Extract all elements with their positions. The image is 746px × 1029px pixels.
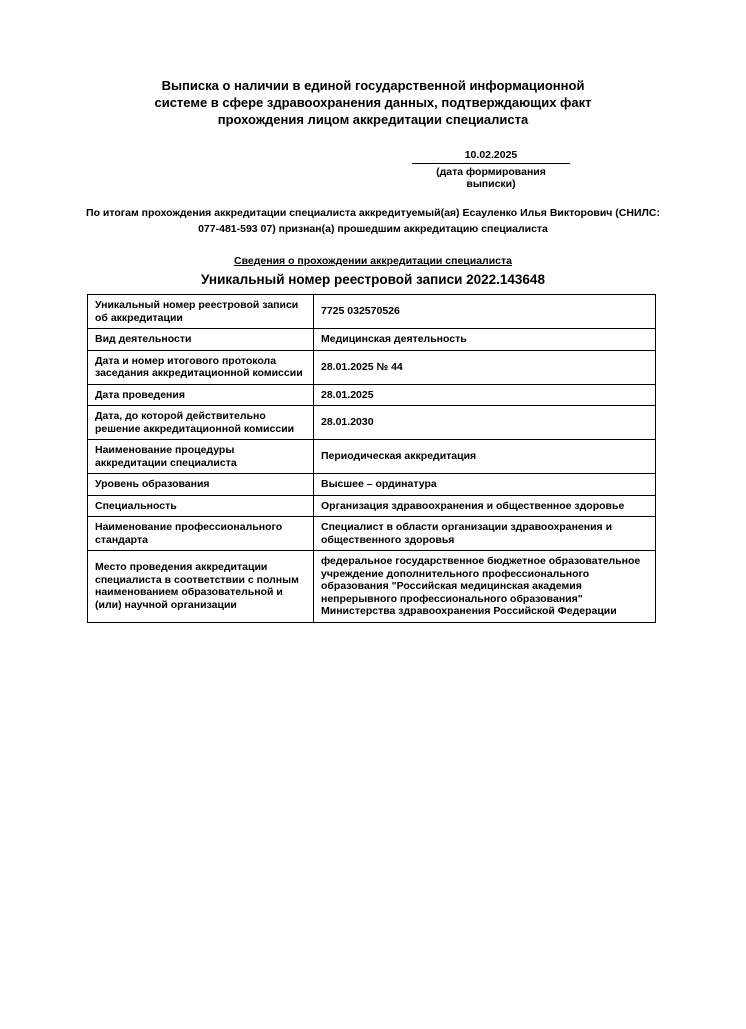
- table-row: [88, 551, 656, 623]
- row-value: 28.01.2025 № 44: [314, 350, 656, 384]
- table-row: [88, 384, 656, 406]
- row-label: Специальность: [88, 495, 314, 517]
- table-row: [88, 517, 656, 551]
- intro-paragraph: По итогам прохождения аккредитации специалиста аккредитуемый(ая) Есауленко Илья Викторович (СНИЛС: 077-481-593 07) признан(а) прошедшим аккредитацию специалиста: [86, 207, 660, 235]
- row-value: федеральное государственное бюджетное образовательное учреждение дополнительного профессионального образования "Российская медицинская академия непрерывного профессионального образования" Министерства здравоохранения Российской Федерации: [314, 551, 656, 623]
- accreditation-table: [87, 294, 656, 623]
- row-label: Дата проведения: [88, 384, 314, 406]
- page-title: [0, 77, 746, 128]
- table-row: [88, 329, 656, 351]
- table-row: [88, 406, 656, 440]
- row-label: Место проведения аккредитации специалиста в соответствии с полным наименованием образовательной и (или) научной организации: [88, 551, 314, 623]
- table-row: [88, 474, 656, 496]
- row-label: Дата, до которой действительно решение аккредитационной комиссии: [88, 406, 314, 440]
- registry-number-heading: Уникальный номер реестровой записи 2022.143648: [201, 272, 545, 287]
- section-header: Сведения о прохождении аккредитации специалиста: [234, 255, 512, 267]
- row-label: Вид деятельности: [88, 329, 314, 351]
- page-title-line: системе в сфере здравоохранения данных, подтверждающих факт: [154, 95, 592, 110]
- row-value: Периодическая аккредитация: [314, 440, 656, 474]
- page-title-line: Выписка о наличии в единой государственной информационной: [161, 78, 585, 93]
- issue-date-block: [412, 149, 570, 190]
- row-label: Уникальный номер реестровой записи об аккредитации: [88, 295, 314, 329]
- row-value: 28.01.2025: [314, 384, 656, 406]
- row-value: 28.01.2030: [314, 406, 656, 440]
- issue-date-caption: (дата формирования выписки): [436, 166, 546, 190]
- row-label: Наименование процедуры аккредитации специалиста: [88, 440, 314, 474]
- row-label: Уровень образования: [88, 474, 314, 496]
- table-row: [88, 440, 656, 474]
- row-value: Организация здравоохранения и общественное здоровье: [314, 495, 656, 517]
- row-value: 7725 032570526: [314, 295, 656, 329]
- page-title-line: прохождения лицом аккредитации специалиста: [217, 112, 529, 127]
- row-value: Высшее – ординатура: [314, 474, 656, 496]
- row-label: Наименование профессионального стандарта: [88, 517, 314, 551]
- table-row: [88, 495, 656, 517]
- row-value: Специалист в области организации здравоохранения и общественного здоровья: [314, 517, 656, 551]
- table-row: [88, 350, 656, 384]
- issue-date: 10.02.2025: [412, 149, 570, 164]
- row-value: Медицинская деятельность: [314, 329, 656, 351]
- row-label: Дата и номер итогового протокола заседания аккредитационной комиссии: [88, 350, 314, 384]
- table-row: [88, 295, 656, 329]
